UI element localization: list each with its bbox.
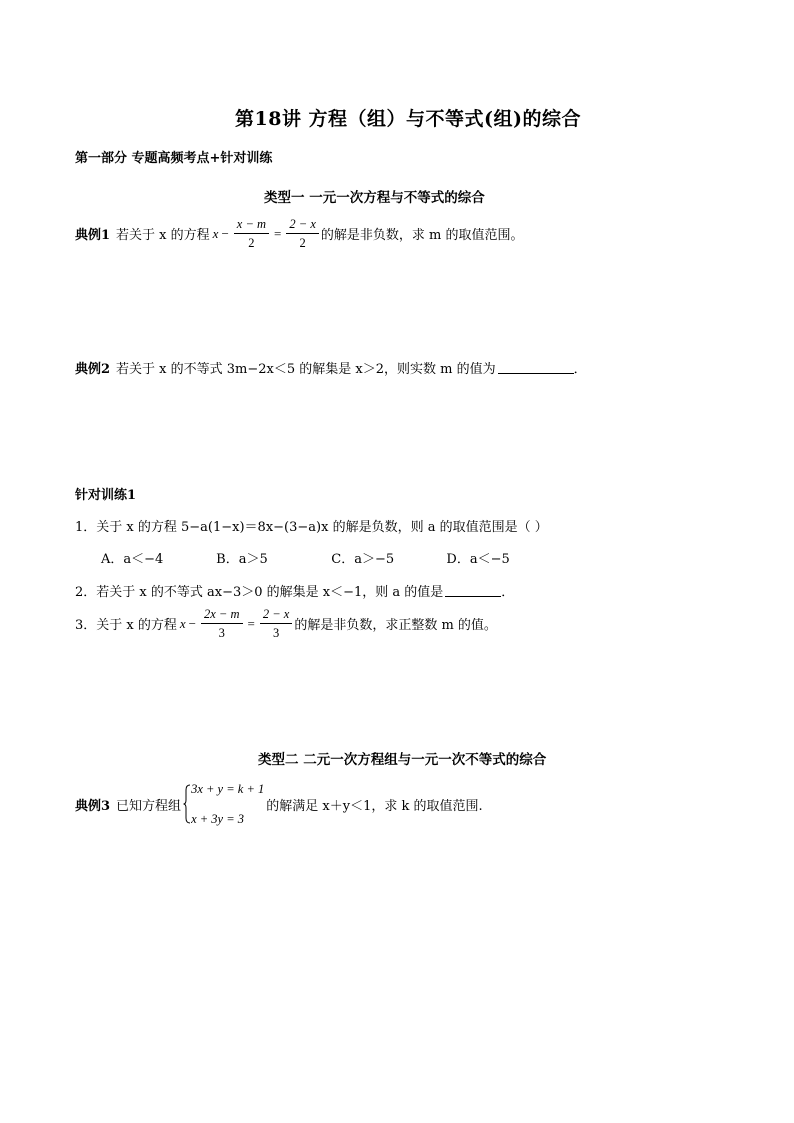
denominator: 3: [272, 625, 280, 640]
example-label: 典例1: [75, 228, 111, 243]
equation-2: x + 3y = 3: [191, 811, 245, 826]
example-text: 若关于 x 的不等式 3m−2x＜5 的解集是 x＞2，则实数 m 的值为: [116, 362, 496, 377]
part-heading: 第一部分 专题高频考点+针对训练: [75, 151, 273, 166]
fraction: [201, 608, 243, 639]
example-text: 的解满足 x＋y＜1，求 k 的取值范围.: [266, 798, 483, 814]
denominator: 2: [299, 235, 306, 250]
numerator: 2 − x: [286, 218, 318, 234]
example-1: [75, 218, 523, 249]
question-text: 1．关于 x 的方程 5−a(1−x)＝8x−(3−a)x 的解是负数，则 a 的取值范围是（ ）: [75, 520, 548, 535]
math-var: x: [212, 225, 219, 241]
equation-system: [183, 783, 264, 825]
numerator: 2x − m: [201, 608, 243, 624]
example-2: [75, 358, 587, 377]
question-1-options: [101, 548, 510, 567]
math-op: =: [274, 225, 282, 241]
answer-blank: [498, 361, 574, 374]
example-label: 典例2: [75, 362, 111, 377]
fraction: [260, 608, 292, 639]
math-var: x: [179, 615, 186, 631]
option-b: B．a＞5: [216, 552, 268, 567]
question-text: 的解是非负数，求正整数 m 的值。: [294, 618, 497, 633]
page-title: 第18讲 方程（组）与不等式(组)的综合: [235, 108, 582, 130]
question-1: [75, 516, 548, 535]
answer-blank: [445, 584, 501, 597]
equation-1: 3x + y = k + 1: [191, 782, 265, 796]
example-label: 典例3: [75, 798, 111, 814]
question-text: ．: [501, 585, 515, 600]
question-text: 2．若关于 x 的不等式 ax−3＞0 的解集是 x＜−1，则 a 的值是: [75, 585, 444, 600]
section-heading-type2: 类型二 二元一次方程组与一元一次不等式的综合: [258, 752, 547, 768]
denominator: 2: [248, 235, 255, 250]
fraction: [286, 218, 318, 249]
training-heading: 针对训练1: [75, 488, 137, 503]
math-op: −: [221, 225, 229, 241]
equation-rows: [191, 783, 264, 825]
question-3: [75, 608, 497, 639]
option-a: A．a＜−4: [101, 552, 164, 567]
question-text: 3．关于 x 的方程: [75, 618, 177, 633]
fraction: [234, 218, 269, 249]
section-heading-type1: 类型一 一元一次方程与不等式的综合: [264, 190, 485, 206]
example-text: 已知方程组: [116, 798, 182, 814]
example-text: 若关于 x 的方程: [116, 228, 210, 243]
option-d: D．a＜−5: [446, 552, 510, 567]
math-op: =: [247, 615, 255, 631]
example-text: ．: [573, 362, 587, 377]
question-2: [75, 581, 514, 600]
math-op: −: [188, 615, 196, 631]
option-c: C．a＞−5: [331, 552, 395, 567]
example-text: 的解是非负数，求 m 的取值范围。: [320, 228, 524, 243]
numerator: 2 − x: [260, 608, 292, 624]
denominator: 3: [218, 625, 225, 640]
numerator: x − m: [234, 218, 269, 234]
left-brace-icon: [183, 784, 191, 824]
example-3: [75, 783, 483, 825]
